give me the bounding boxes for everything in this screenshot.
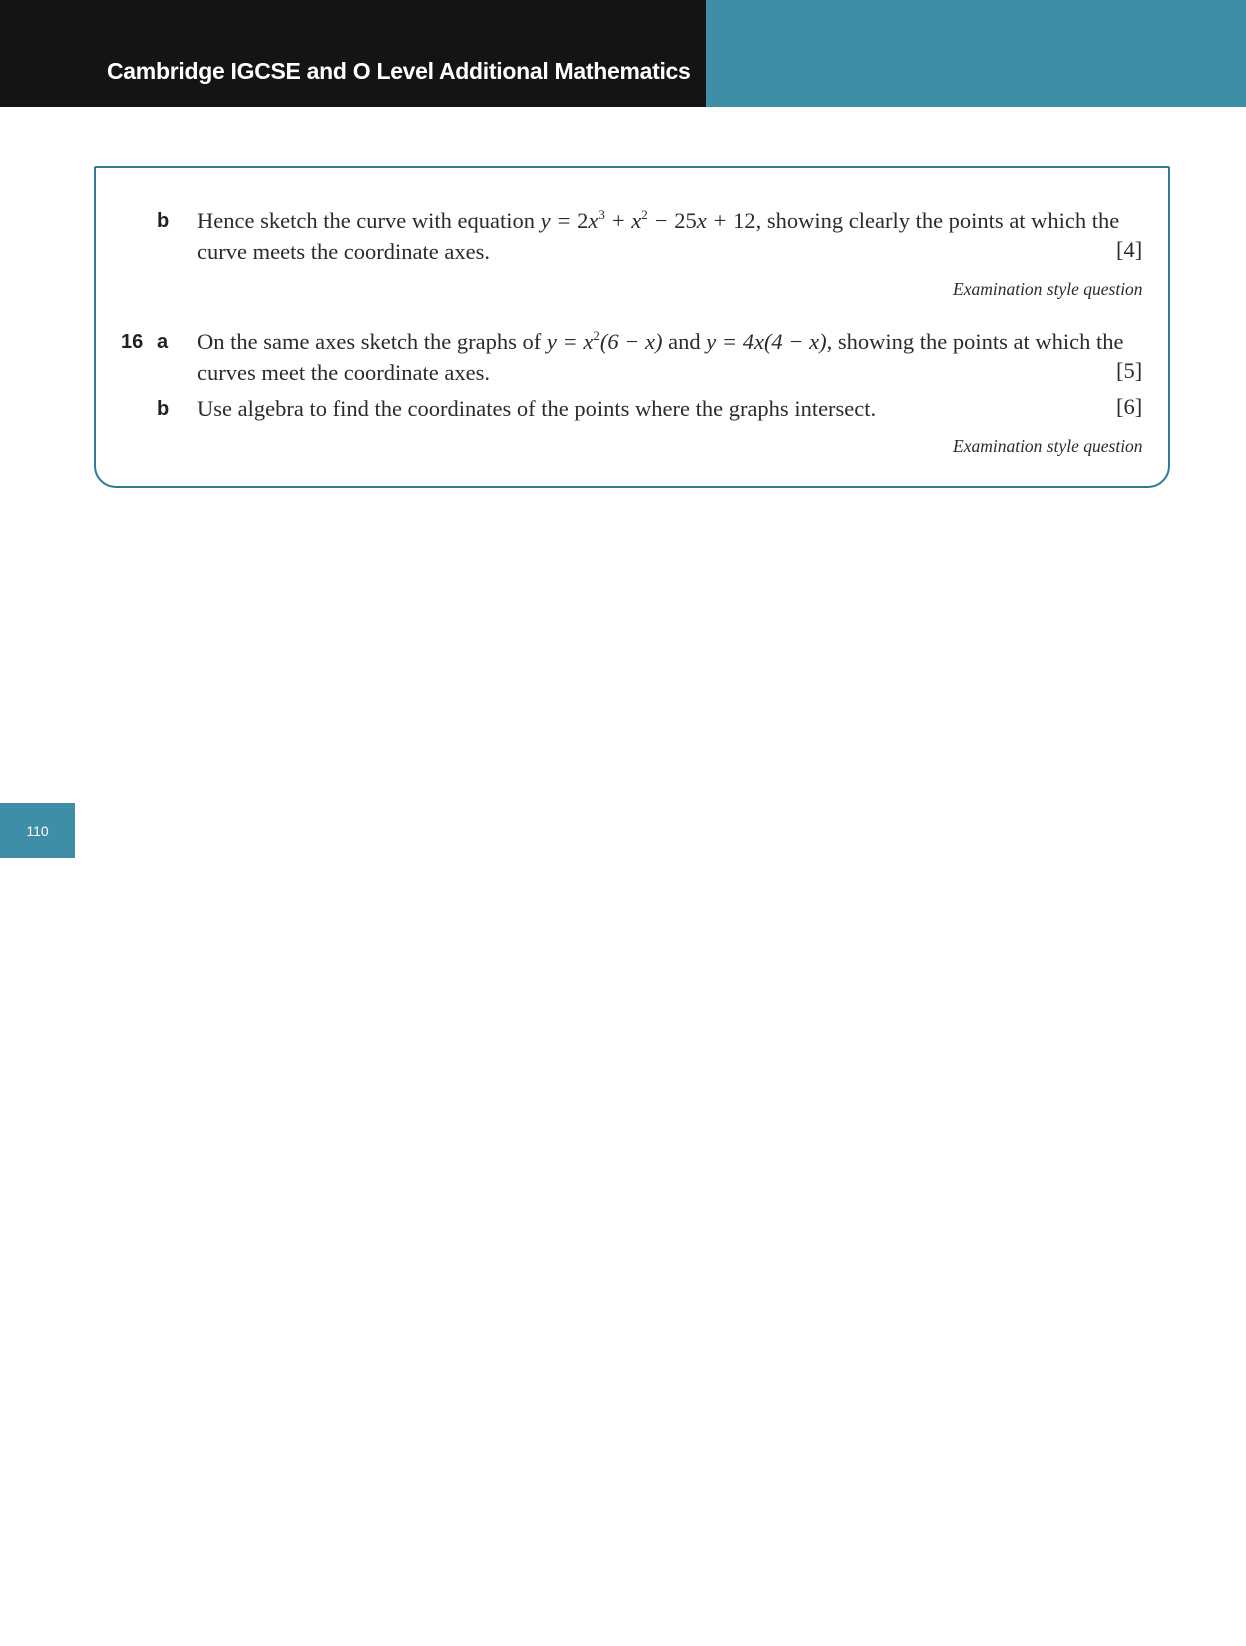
question-15b-source: Examination style question — [953, 279, 1143, 299]
question-15b-text-before: Hence sketch the curve with equation — [197, 208, 535, 233]
header-bar — [0, 0, 706, 107]
question-16a-label: a — [157, 331, 169, 353]
question-16a-text-after: , showing the points at which the curves meet the coordinate axes. — [197, 329, 1124, 385]
question-16-source: Examination style question — [953, 436, 1143, 456]
question-16b-marks: [6] — [1116, 394, 1143, 419]
question-16a-equation-1: $y = x^2(6 - x)$ — [546, 328, 663, 354]
question-16a-text — [197, 326, 1132, 388]
page-number-tab — [0, 803, 75, 858]
question-16a-text-before: On the same axes sketch the graphs of — [197, 329, 542, 354]
question-16-number: 16 — [121, 331, 144, 353]
page-number: 110 — [26, 822, 49, 839]
header-accent-bar — [706, 0, 1246, 107]
question-15b-marks: [4] — [1116, 237, 1143, 262]
question-15b-equation: $y = 2x^3 + x^2 - 25x + 12$ — [540, 207, 756, 233]
question-15b-text — [197, 205, 1132, 267]
question-16b-label: b — [157, 398, 170, 420]
question-16a-marks: [5] — [1116, 358, 1143, 383]
question-16a-equation-2: y = 4x(4 − x) — [706, 329, 827, 354]
question-16a-connector: and — [668, 329, 701, 354]
question-15b-label: b — [157, 210, 170, 232]
question-16b-text: Use algebra to find the coordinates of the points where the graphs intersect. — [197, 396, 877, 421]
question-15b-text-after: , showing clearly the points at which the curve meets the coordinate axes. — [197, 208, 1120, 264]
book-title: Cambridge IGCSE and O Level Additional Mathematics — [107, 58, 691, 84]
